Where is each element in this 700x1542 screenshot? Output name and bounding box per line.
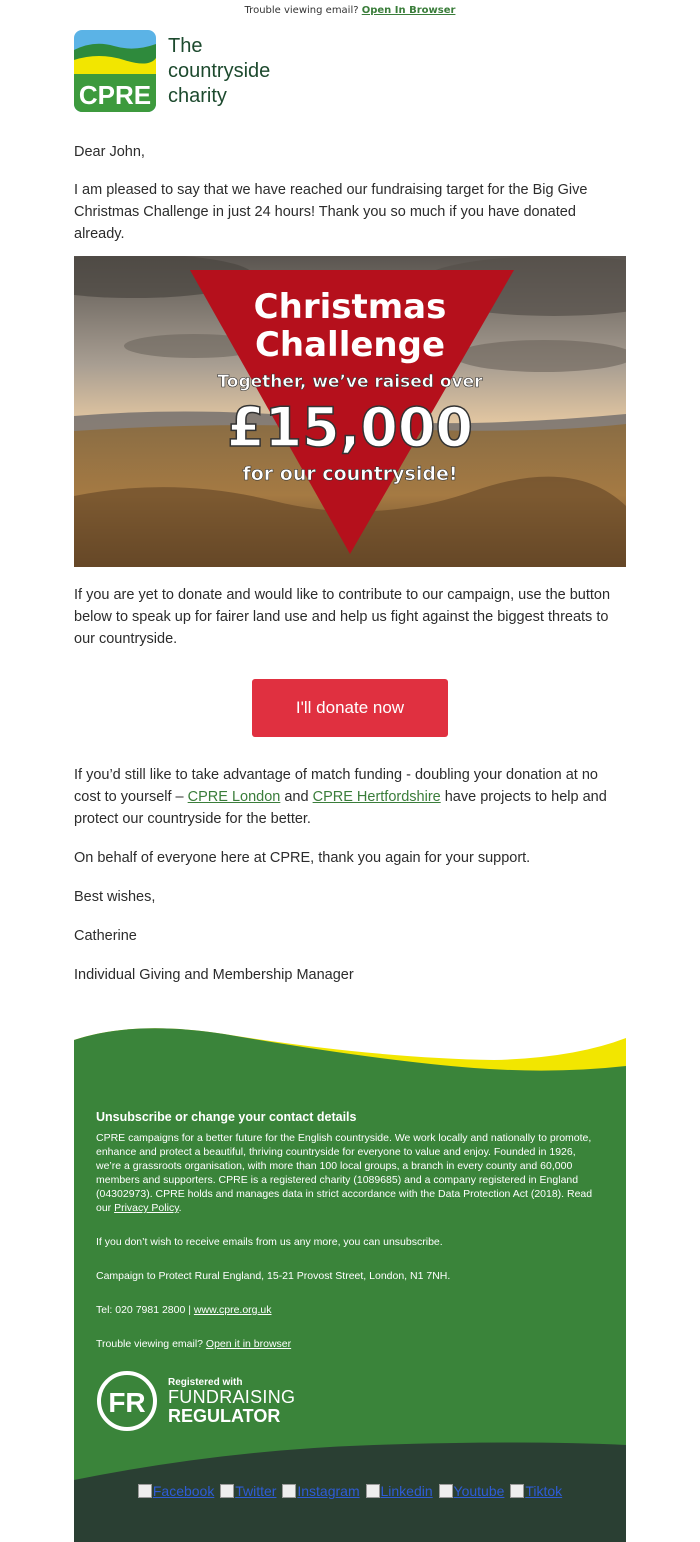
cpre-logo-mark (74, 30, 156, 112)
fr-line-2: REGULATOR (168, 1406, 281, 1426)
fr-registered-text: Registered with (168, 1377, 243, 1388)
linkedin-link[interactable]: Linkedin (366, 1483, 433, 1499)
youtube-link[interactable]: Youtube (439, 1483, 505, 1499)
moorland-landscape-image (74, 256, 626, 567)
hero-tagline: for our countryside! (242, 463, 458, 485)
thank-you-paragraph: On behalf of everyone here at CPRE, thank you again for your support. (74, 850, 531, 866)
landscape-logo-icon (74, 30, 156, 112)
broken-image-icon (439, 1484, 453, 1498)
logo-line-1: The (168, 35, 203, 57)
signature-role: Individual Giving and Membership Manager (74, 967, 354, 983)
top-bar (0, 5, 700, 16)
footer (74, 1020, 626, 1542)
svg-text:CPRE: CPRE (78, 80, 152, 110)
website-link[interactable]: www.cpre.org.uk (193, 1304, 272, 1316)
intro-paragraph: I am pleased to say that we have reached our fundraising target for the Big Give Christmas Challenge in just 24 hours! Thank you so much if you have donated already. (74, 182, 588, 242)
signature-name: Catherine (74, 928, 137, 944)
svg-text:FR: FR (108, 1387, 146, 1418)
hero-banner (74, 256, 626, 567)
social-links (74, 1483, 626, 1499)
facebook-link[interactable]: Facebook (138, 1483, 214, 1499)
broken-image-icon (282, 1484, 296, 1498)
cpre-logo[interactable] (74, 30, 304, 112)
footer-unsubscribe[interactable]: If you don’t wish to receive emails from us any more, you can unsubscribe. (96, 1236, 443, 1248)
hero-title-line-2: Challenge (254, 325, 446, 365)
logo-line-2: countryside (168, 60, 271, 82)
logo-wordmark (168, 34, 270, 109)
footer-address: Campaign to Protect Rural England, 15-21 Provost Street, London, N1 7NH. (96, 1270, 451, 1282)
twitter-link[interactable]: Twitter (220, 1483, 276, 1499)
fundraising-regulator-badge[interactable] (96, 1370, 316, 1434)
donate-intro-paragraph: If you are yet to donate and would like to contribute to our campaign, use the button below to speak up for fairer land use and help us fight against the biggest threats to our countryside. (74, 587, 611, 647)
hero-amount: £15,000 (227, 396, 473, 459)
fundraising-regulator-icon (96, 1370, 160, 1434)
broken-image-icon (138, 1484, 152, 1498)
instagram-link[interactable]: Instagram (282, 1483, 359, 1499)
hero-raised-text: Together, we’ve raised over (217, 372, 483, 392)
donate-now-button[interactable]: I'll donate now (252, 679, 448, 737)
fr-line-1: FUNDRAISING (168, 1387, 296, 1407)
greeting: Dear John, (74, 144, 145, 160)
footer-heading: Unsubscribe or change your contact details (96, 1110, 357, 1124)
broken-image-icon (510, 1484, 524, 1498)
trouble-viewing-text: Trouble viewing email? (244, 5, 359, 16)
cpre-london-link[interactable]: CPRE London (187, 789, 281, 805)
hero-title-line-1: Christmas (253, 287, 447, 327)
tiktok-link[interactable]: Tiktok (510, 1483, 562, 1499)
open-in-browser-link[interactable]: Open In Browser (361, 5, 456, 16)
cpre-hertfordshire-link[interactable]: CPRE Hertfordshire (312, 789, 441, 805)
privacy-policy-link[interactable]: Privacy Policy (114, 1202, 179, 1214)
broken-image-icon (220, 1484, 234, 1498)
open-in-browser-footer-link[interactable]: Open it in browser (205, 1338, 292, 1350)
footer-trouble-viewing: Trouble viewing email? Open it in browser (96, 1338, 292, 1350)
footer-contact: Tel: 020 7981 2800 | www.cpre.org.uk (96, 1304, 272, 1316)
sign-off: Best wishes, (74, 889, 156, 905)
match-funding-paragraph: If you’d still like to take advantage of match funding - doubling your donation at no cost to yourself – CPRE London and CPRE Hertfordshire have projects to help and protect our countryside for the better. (74, 767, 607, 827)
logo-line-3: charity (168, 85, 227, 107)
broken-image-icon (366, 1484, 380, 1498)
footer-about: CPRE campaigns for a better future for the English countryside. We work locally and nationally to promote, enhance and protect a beautiful, thriving countryside for everyone to value and enjoy. Founded in 1926, we’re a grassroots organisation, with more than 100 local groups, a branch in every county and 60,000 members and supporters. CPRE is a registered charity (1089685) and a company registered in England (04302973). CPRE holds and manages data in strict accordance with the Data Protection Act (2018). Read our Privacy Policy. (96, 1132, 593, 1214)
